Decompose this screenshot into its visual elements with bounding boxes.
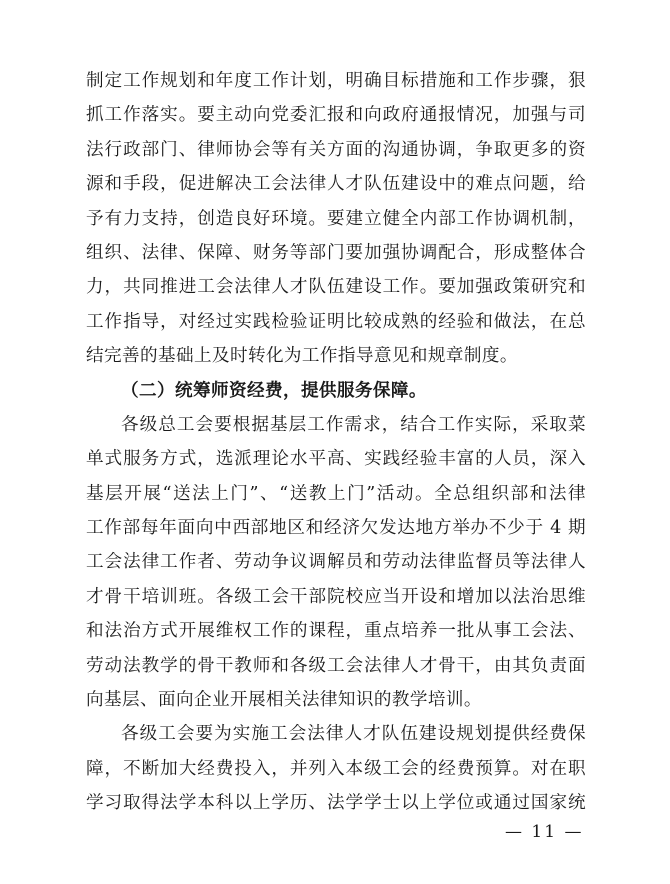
paragraph-line: 各级工会要为实施工会法律人才队伍建设规划提供经费保 [121,724,586,745]
paragraph-line: 障，不断加大经费投入，并列入本级工会的经费预算。对在职 [86,758,586,779]
paragraph-line: 才骨干培训班。各级工会干部院校应当开设和增加以法治思维 [86,586,586,607]
section-heading: （二）统筹师资经费，提供服务保障。 [121,380,427,401]
page-number: — 11 — [505,822,584,842]
paragraph-line: 工会法律工作者、劳动争议调解员和劳动法律监督员等法律人 [86,552,586,573]
paragraph-line: 向基层、面向企业开展相关法律知识的教学培训。 [86,690,482,711]
body-text [86,64,586,821]
paragraph-line: 抓工作落实。要主动向党委汇报和向政府通报情况，加强与司 [86,105,586,126]
paragraph-line: 学习取得法学本科以上学历、法学学士以上学位或通过国家统 [86,793,586,814]
paragraph-line: 法行政部门、律师协会等有关方面的沟通协调，争取更多的资 [86,139,586,160]
paragraph-line: 力，共同推进工会法律人才队伍建设工作。要加强政策研究和 [86,277,586,298]
paragraph-line: 工作部每年面向中西部地区和经济欠发达地方举办不少于 4 期 [86,518,586,539]
paragraph-line: 工作指导，对经过实践检验证明比较成熟的经验和做法，在总 [86,311,586,332]
paragraph-line: 制定工作规划和年度工作计划，明确目标措施和工作步骤，狠 [86,71,586,91]
paragraph-line: 源和手段，促进解决工会法律人才队伍建设中的难点问题，给 [86,174,586,195]
paragraph-line: 结完善的基础上及时转化为工作指导意见和规章制度。 [86,346,518,367]
paragraph-line: 劳动法教学的骨干教师和各级工会法律人才骨干，由其负责面 [86,655,586,676]
paragraph-line: 予有力支持，创造良好环境。要建立健全内部工作协调机制， [86,208,586,229]
paragraph-line: 组织、法律、保障、财务等部门要加强协调配合，形成整体合 [86,242,586,263]
paragraph-line: 基层开展“送法上门”、“送教上门”活动。全总组织部和法律 [86,483,586,504]
paragraph-line: 单式服务方式，选派理论水平高、实践经验丰富的人员，深入 [86,449,586,470]
paragraph-line: 和法治方式开展维权工作的课程，重点培养一批从事工会法、 [86,621,586,642]
paragraph-line: 各级总工会要根据基层工作需求，结合工作实际，采取菜 [121,414,586,435]
